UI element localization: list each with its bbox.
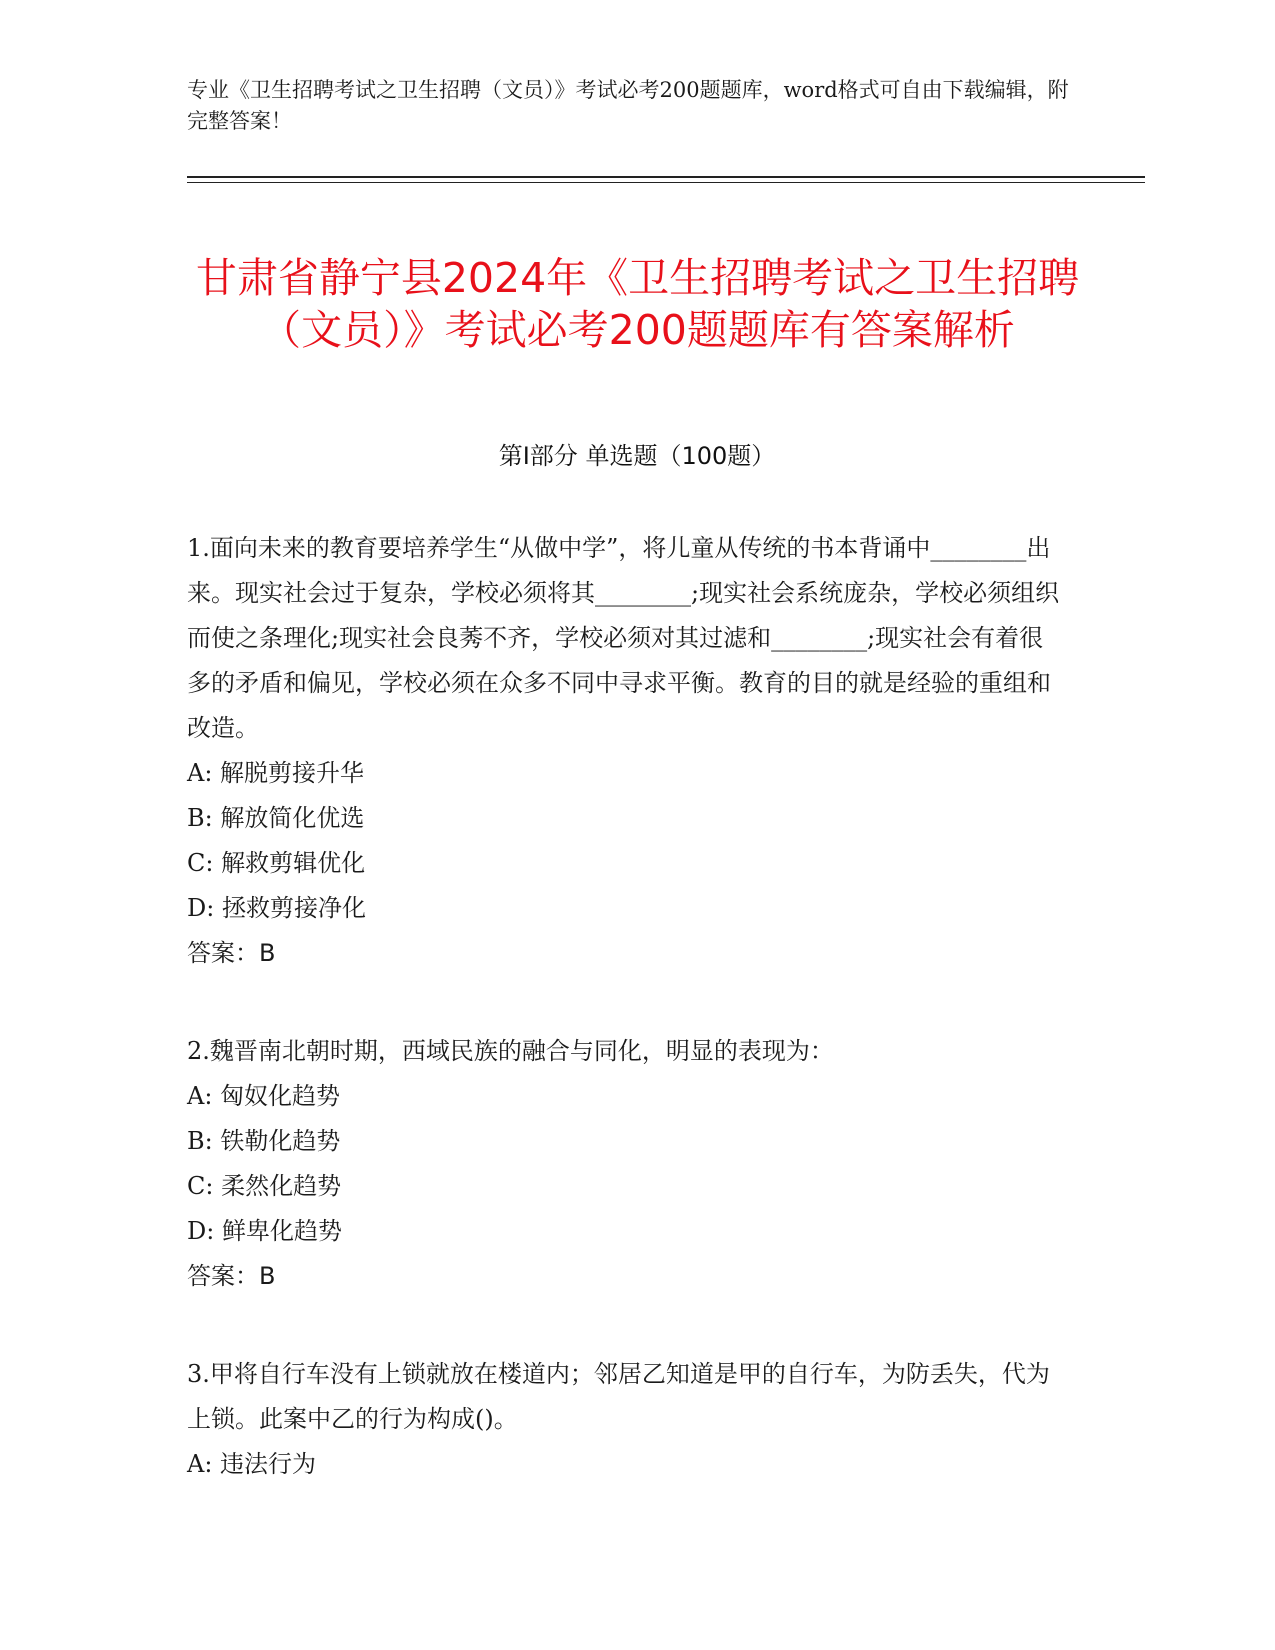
option-list bbox=[187, 1442, 1067, 1487]
question-3 bbox=[187, 1352, 1067, 1487]
option-d: D: 拯救剪接净化 bbox=[187, 894, 366, 922]
question-stem: 2.魏晋南北朝时期，西域民族的融合与同化，明显的表现为： bbox=[187, 1037, 834, 1065]
option-b: B: 解放简化优选 bbox=[187, 804, 365, 832]
option-a: A: 解脱剪接升华 bbox=[187, 759, 365, 787]
header-divider-thick bbox=[187, 176, 1145, 178]
option-b: B: 铁勒化趋势 bbox=[187, 1127, 341, 1155]
option-c: C: 柔然化趋势 bbox=[187, 1172, 342, 1200]
question-2 bbox=[187, 1029, 1067, 1299]
option-a: A: 匈奴化趋势 bbox=[187, 1082, 341, 1110]
option-c: C: 解救剪辑优化 bbox=[187, 849, 366, 877]
option-a: A: 违法行为 bbox=[187, 1450, 317, 1478]
answer-line: 答案：B bbox=[187, 939, 276, 967]
document-title: 甘肃省静宁县2024年《卫生招聘考试之卫生招聘（文员）》考试必考200题题库有答案解析 bbox=[195, 254, 1080, 355]
option-list bbox=[187, 1074, 1067, 1254]
header-note: 专业《卫生招聘考试之卫生招聘（文员）》考试必考200题题库，word格式可自由下载编辑，附完整答案！ bbox=[187, 78, 1069, 133]
option-list bbox=[187, 751, 1067, 931]
question-stem: 3.甲将自行车没有上锁就放在楼道内；邻居乙知道是甲的自行车，为防丢失，代为上锁。此案中乙的行为构成()。 bbox=[187, 1360, 1050, 1433]
question-stem: 1.面向未来的教育要培养学生“从做中学”，将儿童从传统的书本背诵中________出来。现实社会过于复杂，学校必须将其________;现实社会系统庞杂，学校必须组织而使之条理化;现实社会良莠不齐，学校必须对其过滤和________;现实社会有着很多的矛盾和偏见，学校必须在众多不同中寻求平衡。教育的目的就是经验的重组和改造。 bbox=[187, 534, 1060, 742]
question-list bbox=[187, 526, 1067, 1540]
answer-line: 答案：B bbox=[187, 1262, 276, 1290]
header-divider-thin bbox=[187, 182, 1145, 183]
section-heading: 第I部分 单选题（100题） bbox=[498, 442, 776, 470]
question-1 bbox=[187, 526, 1067, 976]
option-d: D: 鲜卑化趋势 bbox=[187, 1217, 342, 1245]
